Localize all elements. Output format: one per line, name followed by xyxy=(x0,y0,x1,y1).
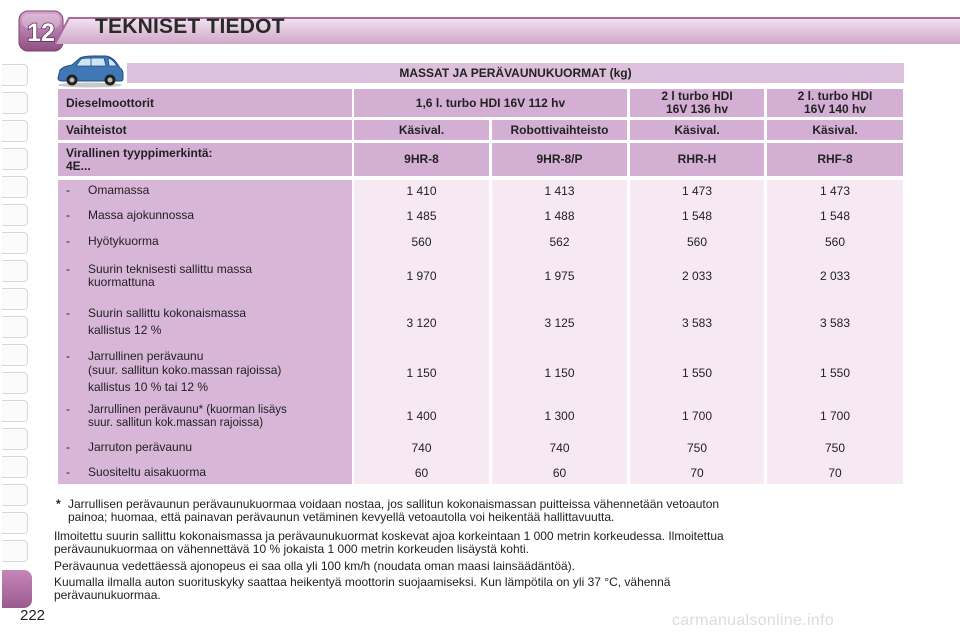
row-label-text: (suur. sallitun koko.massan rajoissa) xyxy=(88,363,282,377)
row-label-text: Hyötykuorma xyxy=(88,234,159,248)
type-cell: 9HR-8 xyxy=(354,143,489,176)
table-cell: 3 120 xyxy=(406,316,437,330)
engine-row-label: Dieselmoottorit xyxy=(58,89,352,117)
row-label-text: Suurin sallittu kokonaismassa xyxy=(88,306,247,320)
chapter-tab[interactable] xyxy=(2,512,28,534)
chapter-tab[interactable] xyxy=(2,120,28,142)
table-cell: 750 xyxy=(686,441,708,455)
gearbox-cell: Käsival. xyxy=(630,120,764,140)
table-cell: 560 xyxy=(411,235,432,249)
chapter-tab[interactable] xyxy=(2,176,28,198)
data-column xyxy=(630,180,764,484)
chapter-number: 12 xyxy=(27,19,55,47)
table-cell: 1 975 xyxy=(544,269,575,283)
chapter-tab[interactable] xyxy=(2,64,28,86)
table-cell: 1 485 xyxy=(406,209,437,223)
chapter-tab-strip xyxy=(0,60,32,580)
footnote-line: Jarrullisen perävaunun perävaunukuormaa voidaan nostaa, jos sallitun kokonaismassan puitteissa vähennetään vetoauton xyxy=(68,497,720,511)
footnote-asterisk: * xyxy=(56,497,61,511)
table-cell: 1 550 xyxy=(681,366,713,380)
note-line: Ilmoitettu suurin sallittu kokonaismassa ja perävaunukuormat koskevat ajoa korkeintaan 1 000 metrin korkeudessa. Ilmoitettua xyxy=(54,529,724,543)
row-dash: - xyxy=(66,183,70,197)
row-label-text: Jarruton perävaunu xyxy=(88,440,193,454)
table-cell: 70 xyxy=(828,466,842,480)
table-cell: 750 xyxy=(824,441,846,455)
data-column xyxy=(492,180,627,484)
note-line: perävaunukuormaa on vähennettävä 10 % jokaista 1 000 metrin korkeuden lisäystä kohti. xyxy=(54,542,529,556)
gearbox-row-label: Vaihteistot xyxy=(58,120,352,140)
table-cell: 1 548 xyxy=(819,209,851,223)
row-dash: - xyxy=(66,208,70,222)
note-line: Kuumalla ilmalla auton suorituskyky saattaa heikentyä moottorin suojaamiseksi. Kun lämpötila on yli 37 °C, vähennä xyxy=(54,575,671,589)
row-dash: - xyxy=(66,306,70,320)
row-label-text: Suositeltu aisakuorma xyxy=(88,465,207,479)
chapter-tab[interactable] xyxy=(2,540,28,562)
type-cell: 9HR-8/P xyxy=(492,143,627,176)
chapter-tab[interactable] xyxy=(2,428,28,450)
table-cell: 3 583 xyxy=(681,316,713,330)
table-cell: 560 xyxy=(824,235,846,249)
car-icon xyxy=(54,52,126,88)
table-cell: 3 125 xyxy=(544,316,575,330)
type-label-line2: 4E... xyxy=(66,158,91,173)
type-label-line1: Virallinen tyyppimerkintä: xyxy=(66,145,213,160)
table-cell: 1 473 xyxy=(681,184,713,198)
row-label-text: kuormattuna xyxy=(88,275,155,289)
table-cell: 1 550 xyxy=(819,366,851,380)
gearbox-cell: Robottivaihteisto xyxy=(492,120,627,140)
row-dash: - xyxy=(66,234,70,248)
chapter-tab[interactable] xyxy=(2,148,28,170)
table-cell: 740 xyxy=(549,441,570,455)
note-line: perävaunukuormaa. xyxy=(54,588,161,602)
table-cell: 3 583 xyxy=(819,316,851,330)
row-label-text: kallistus 10 % tai 12 % xyxy=(88,380,209,394)
table-cell: 1 473 xyxy=(819,184,851,198)
engine-1-header: 1,6 l. turbo HDI 16V 112 hv xyxy=(354,89,627,117)
chapter-tab[interactable] xyxy=(2,204,28,226)
row-dash: - xyxy=(66,404,70,416)
type-row-label xyxy=(58,143,352,176)
table-cell: 60 xyxy=(552,466,567,480)
row-label-text: Omamassa xyxy=(88,183,150,197)
chapter-tab[interactable] xyxy=(2,92,28,114)
watermark: carmanualsonline.info xyxy=(672,612,834,629)
table-cell: 1 700 xyxy=(681,409,713,423)
table-cell: 2 033 xyxy=(819,269,851,283)
type-cell: RHF-8 xyxy=(767,143,903,176)
table-cell: 560 xyxy=(686,235,708,249)
table-cell: 1 150 xyxy=(406,366,437,380)
data-column xyxy=(354,180,489,484)
engine-2-line2: 16V 136 hv xyxy=(665,102,729,116)
row-label-text: Jarrullinen perävaunu xyxy=(88,349,204,363)
table-cell: 1 488 xyxy=(544,209,575,223)
type-cell: RHR-H xyxy=(630,143,764,176)
table-cell: 740 xyxy=(411,441,432,455)
table-cell: 1 548 xyxy=(681,209,713,223)
chapter-tab[interactable] xyxy=(2,260,28,282)
row-dash: - xyxy=(66,349,70,363)
chapter-tab[interactable] xyxy=(2,344,28,366)
row-label-text: Suurin teknisesti sallittu massa xyxy=(88,262,253,276)
row-dash: - xyxy=(66,262,70,276)
row-label-text: Jarrullinen perävaunu* (kuorman lisäys xyxy=(88,404,287,416)
footnote-line: painoa; huomaa, että painavan perävaunun vetäminen kevyellä vetoautolla voi heikentää hallittavuutta. xyxy=(68,510,615,524)
chapter-tab[interactable] xyxy=(2,400,28,422)
row-dash: - xyxy=(66,440,70,454)
chapter-tab[interactable] xyxy=(2,484,28,506)
table-cell: 2 033 xyxy=(681,269,713,283)
engine-2-header xyxy=(630,89,764,117)
page-number: 222 xyxy=(20,607,46,624)
row-label-text: kallistus 12 % xyxy=(88,323,162,337)
table-cell: 60 xyxy=(414,466,429,480)
row-label-text: Massa ajokunnossa xyxy=(88,208,195,222)
chapter-tab[interactable] xyxy=(2,232,28,254)
table-cell: 1 300 xyxy=(544,409,575,423)
page-title: TEKNISET TIEDOT xyxy=(95,15,285,38)
chapter-tab[interactable] xyxy=(2,456,28,478)
note-line: Perävaunua vedettäessä ajonopeus ei saa olla yli 100 km/h (noudata oman maasi lainsäädäntöä). xyxy=(54,559,576,573)
chapter-tab[interactable] xyxy=(2,316,28,338)
gearbox-cell: Käsival. xyxy=(767,120,903,140)
chapter-tab-active[interactable] xyxy=(2,570,32,608)
table-title: MASSAT JA PERÄVAUNUKUORMAT (kg) xyxy=(127,63,904,83)
table-cell: 1 400 xyxy=(406,409,437,423)
table-cell: 562 xyxy=(549,235,570,249)
chapter-tab[interactable] xyxy=(2,288,28,310)
engine-3-header xyxy=(767,89,903,117)
data-column xyxy=(767,180,903,484)
table-cell: 1 150 xyxy=(544,366,575,380)
chapter-tab[interactable] xyxy=(2,372,28,394)
engine-2-line1: 2 l turbo HDI xyxy=(661,89,733,103)
gearbox-cell: Käsival. xyxy=(354,120,489,140)
table-cell: 1 413 xyxy=(544,184,575,198)
engine-3-line2: 16V 140 hv xyxy=(803,102,867,116)
engine-3-line1: 2 l. turbo HDI xyxy=(797,89,873,103)
row-label-text: suur. sallitun kok.massan rajoissa) xyxy=(88,417,264,429)
table-cell: 1 970 xyxy=(406,269,437,283)
row-dash: - xyxy=(66,465,70,479)
table-cell: 70 xyxy=(690,466,704,480)
table-cell: 1 700 xyxy=(819,409,851,423)
table-cell: 1 410 xyxy=(406,184,437,198)
